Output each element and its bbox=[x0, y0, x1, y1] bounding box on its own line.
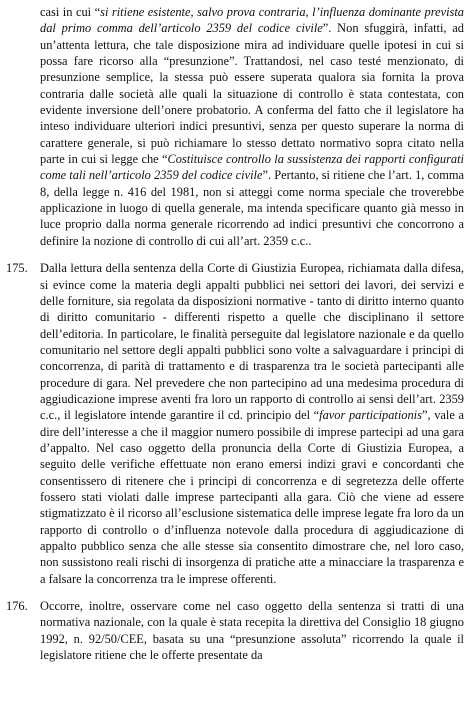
paragraph-body bbox=[40, 598, 464, 663]
text-segment: ”. Pertanto, si ritiene che l’art. 1, comma 8, della legge n. 416 del 1981, non si atteggi come norma speciale che troverebbe applicazione in luogo di quella generale, ma intenda specificare quanto già messo in luce proprio dalla norma generale ricorrendo ad indici presuntivi che concorrono a definire la nozione di controllo di cui all’art. 2359 c.c.. bbox=[40, 168, 464, 248]
paragraph-175 bbox=[6, 260, 464, 587]
paragraph-number: 176. bbox=[6, 599, 28, 614]
italic-term: favor participationis bbox=[319, 408, 422, 423]
italic-quote: Costituisce controllo la sussistenza dei rapporti configurati come tali nell’articolo 2359 del codice civile bbox=[40, 152, 464, 183]
text-segment: Occorre, inoltre, osservare come nel caso oggetto della sentenza si tratti di una normativa nazionale, con la quale è stata recepita la direttiva del Consiglio 18 giugno 1992, n. 92/50/CEE, basata su una “presunzione assoluta” ricorrendo la quale il legislatore ritiene che le offerte presentate da bbox=[40, 599, 464, 663]
paragraph-176 bbox=[6, 598, 464, 663]
text-segment: ”, vale a dire dell’interesse a che il maggior numero possibile di imprese partecipi ad una gara d’appalto. Nel caso oggetto della pronuncia della Corte di Giustizia Europea, a seguito delle verifiche effettuate non erano emersi indizi gravi e concordanti che consentissero di ritenere che i principi di concorrenza e di segretezza delle offerte fossero stati violati dalle imprese partecipanti alla gara. Ciò che viene ad essere stigmatizzato è il ricorso all’esclusione sistematica delle imprese legate fra loro da un rapporto di controllo o d’influenza notevole dalla procedura di aggiudicazione di appalto pubblico senza che alle stesse sia consentito dimostrare che, nel loro caso, non sussistono reali rischi di insorgenza di pratiche atte a minacciare la trasparenza e a falsare la concorrenza tra le imprese offerenti. bbox=[40, 408, 464, 586]
italic-quote: si ritiene esistente, salvo prova contraria, l’influenza dominante prevista dal primo comma dell’articolo 2359 del codice civile bbox=[40, 5, 464, 36]
text-segment: casi in cui “ bbox=[40, 5, 101, 19]
paragraph-number: 175. bbox=[6, 261, 28, 276]
paragraph-body bbox=[40, 260, 464, 587]
text-segment: ”. Non sfuggirà, infatti, ad un’attenta lettura, che tale disposizione mira ad individuare quelle ipotesi in cui si possa fare ricorso alla “presunzione”. Trattandosi, nel caso testé menzionato, di presunzione semplice, la stessa può essere superata qualora sia fornita la prova contraria dalle società alle quali la situazione di controllo è stata contestata, con evidente inversione dell’onere probatorio. A conferma del fatto che il legislatore ha inteso individuare ulteriori indici presuntivi, senza per questo superare la norma di carattere generale, si può richiamare lo stesso dettato normativo sopra citato nella parte in cui si legge che “ bbox=[40, 21, 464, 167]
text-segment: Dalla lettura della sentenza della Corte di Giustizia Europea, richiamata dalla difesa, si evince come la materia degli appalti pubblici nei settori dei lavori, dei servizi e delle forniture, sia regolata da disposizioni normative - tanto di diritto interno quanto di diritto comunitario - differenti rispetto a quelle che disciplinano il settore dell’editoria. In particolare, le finalità perseguite dal legislatore nazionale e da quello comunitario nel settore degli appalti pubblici sono volte a salvaguardare i principi di concorrenza, di parità di trattamento e di trasparenza tra le società partecipanti alle procedure di gara. Nel prevedere che non partecipino ad una medesima procedura di aggiudicazione imprese aventi fra loro un rapporto di controllo ai sensi dell’art. 2359 c.c., il legislatore intende garantire il cd. principio del “ bbox=[40, 261, 464, 423]
paragraph-continuation bbox=[6, 4, 464, 249]
